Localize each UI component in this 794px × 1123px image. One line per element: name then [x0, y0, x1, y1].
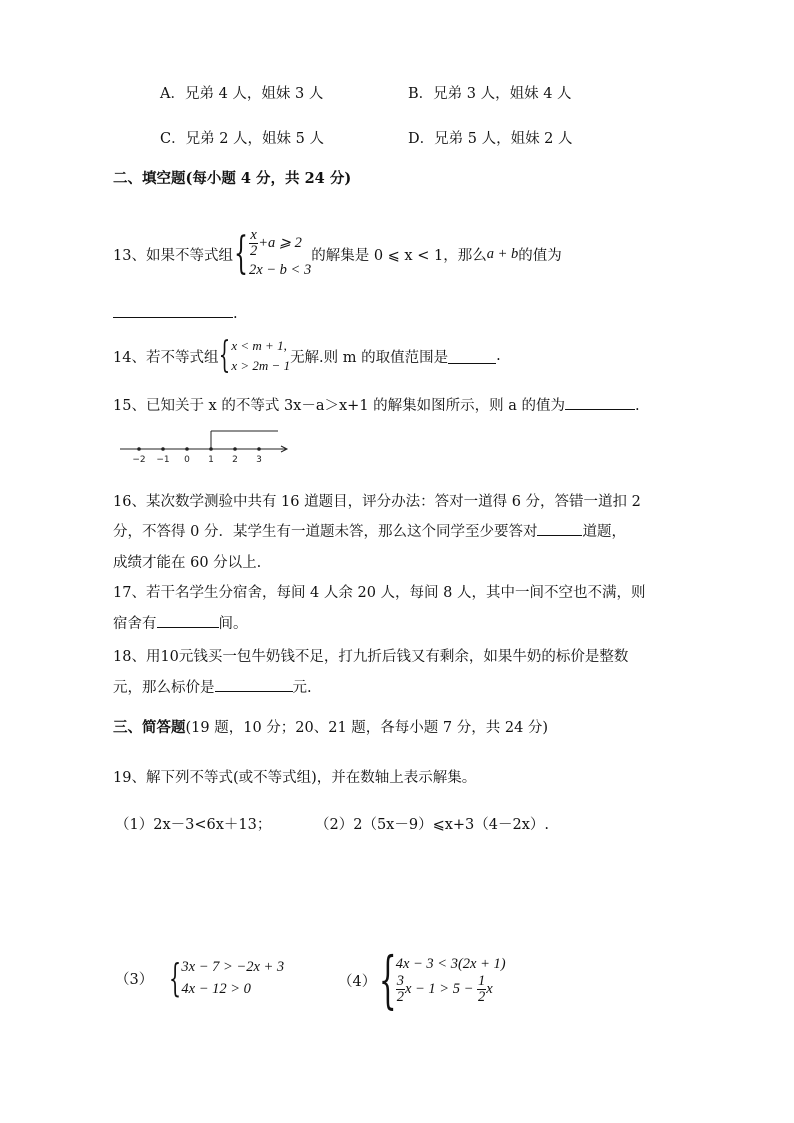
- option-c: C．兄弟 2 人，姐妹 5 人: [160, 131, 324, 147]
- q18-line2: 元，那么标价是 元.: [113, 676, 312, 697]
- q16-line2: 分，不答得 0 分．某学生有一道题未答，那么这个同学至少要答对 道题，: [113, 520, 626, 541]
- q13-expr: a + b: [486, 245, 519, 262]
- q13-system: $\frac{x}{2}$ +a ⩾ 2 2x − b < 3: [248, 227, 312, 278]
- q19-part4: （4） { 4x − 3 < 3(2x + 1) $\frac{3}{2}$ x − 1 > 5 − $\frac{1}{2}$ x: [338, 943, 506, 1016]
- q14-blank[interactable]: [448, 349, 496, 364]
- q19-part1: （1）2x－3<6x＋13；: [115, 817, 272, 833]
- number-line-tick-label: 0: [184, 455, 190, 465]
- number-line-tick-label: 1: [208, 455, 214, 465]
- number-line-point: [185, 447, 189, 451]
- question-15: 15、已知关于 x 的不等式 3x－a＞x+1 的解集如图所示，则 a 的值为 .: [113, 394, 640, 415]
- q13-prefix: 13、如果不等式组: [113, 247, 233, 264]
- q17-line2: 宿舍有 间。: [113, 612, 248, 633]
- number-line-tick-label: 3: [256, 455, 262, 465]
- q13-blank[interactable]: [113, 303, 233, 318]
- q13-mid: 的解集是 0 ⩽ x < 1，那么: [311, 247, 487, 264]
- option-d: D．兄弟 5 人，姐妹 2 人: [408, 131, 573, 147]
- option-b: B．兄弟 3 人，姐妹 4 人: [408, 86, 572, 102]
- q16-line3: 成绩才能在 60 分以上.: [113, 555, 262, 571]
- number-line-point: [137, 447, 141, 451]
- q17-blank[interactable]: [157, 613, 219, 628]
- q14-suffix: 无解.则 m 的取值范围是: [290, 349, 449, 366]
- brace-icon: {: [233, 228, 248, 279]
- section-2-title: 二、填空题(每小题 4 分，共 24 分): [113, 170, 352, 187]
- question-13: [113, 224, 562, 284]
- option-a: A．兄弟 4 人，姐妹 3 人: [160, 86, 324, 102]
- q19-part2: （2）2（5x－9）⩽x+3（4－2x）.: [315, 817, 550, 833]
- q18-line1: 18、用10元钱买一包牛奶钱不足，打九折后钱又有剩余，如果牛奶的标价是整数: [113, 649, 629, 665]
- question-14: 14、若不等式组 { x < m + 1, x > 2m − 1 无解.则 m 的取值范围是 .: [113, 335, 501, 376]
- number-line-point: [209, 447, 213, 451]
- brace-icon: {: [379, 943, 397, 1016]
- number-line: [118, 424, 293, 466]
- number-line-tick-label: −2: [132, 455, 146, 465]
- q19-part3: （3） { 3x − 7 > −2x + 3 4x − 12 > 0: [115, 956, 285, 1000]
- number-line-point: [233, 447, 237, 451]
- number-line-tick-label: 2: [232, 455, 238, 465]
- number-line-point: [257, 447, 261, 451]
- number-line-point: [161, 447, 165, 451]
- q16-blank[interactable]: [537, 521, 582, 536]
- q19-intro: 19、解下列不等式(或不等式组)，并在数轴上表示解集。: [113, 770, 477, 786]
- q14-prefix: 14、若不等式组: [113, 349, 219, 366]
- q15-blank[interactable]: [565, 395, 635, 410]
- q13-fraction: $\frac{x}{2}$: [249, 227, 258, 260]
- number-line-tick-label: −1: [156, 455, 170, 465]
- q13-suffix: 的值为: [518, 247, 562, 264]
- brace-icon: {: [219, 335, 231, 376]
- q18-blank[interactable]: [215, 677, 293, 692]
- brace-icon: {: [169, 956, 182, 1000]
- q14-system: x < m + 1, x > 2m − 1: [231, 337, 291, 373]
- q13-answer-line: .: [113, 303, 238, 322]
- q17-line1: 17、若干名学生分宿舍，每间 4 人余 20 人，每间 8 人，其中一间不空也不满，则: [113, 585, 646, 601]
- section-3-title: 三、简答题(19 题，10 分；20、21 题，各每小题 7 分，共 24 分): [113, 719, 549, 736]
- q16-line1: 16、某次数学测验中共有 16 道题目，评分办法：答对一道得 6 分，答错一道扣 2: [113, 494, 641, 510]
